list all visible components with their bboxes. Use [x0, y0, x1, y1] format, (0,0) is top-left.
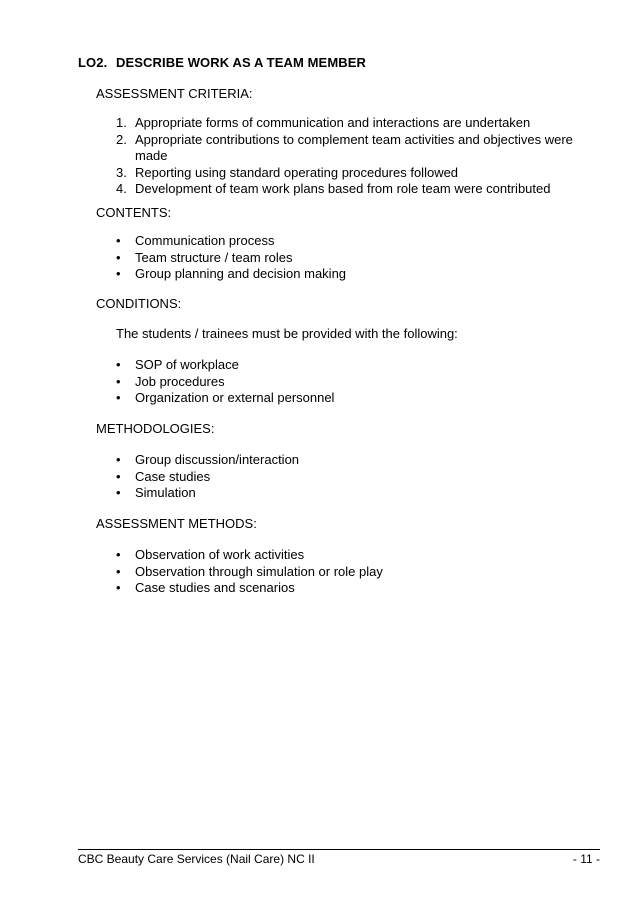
- footer-divider: [78, 849, 600, 850]
- list-item: [116, 374, 576, 391]
- bullet-icon: •: [116, 249, 121, 265]
- list-item: [116, 357, 576, 374]
- bullet-icon: •: [116, 266, 121, 282]
- list-item-text: Observation of work activities: [135, 547, 305, 562]
- list-item-text: Organization or external personnel: [135, 390, 335, 406]
- contents-heading: CONTENTS:: [96, 205, 172, 220]
- bullet-icon: •: [116, 357, 121, 372]
- list-item-text: SOP of workplace: [135, 357, 239, 372]
- list-item: [116, 233, 576, 250]
- list-item: [116, 452, 576, 469]
- list-item: [116, 580, 576, 597]
- list-item: [116, 485, 576, 502]
- criteria-number: 1.: [116, 115, 127, 130]
- bullet-icon: •: [116, 485, 121, 501]
- list-item-text: Group planning and decision making: [135, 266, 347, 282]
- bullet-icon: •: [116, 547, 121, 562]
- contents-list: [116, 233, 576, 283]
- list-item-text: Job procedures: [135, 373, 225, 389]
- criteria-item: [116, 165, 586, 182]
- methodologies-list: [116, 452, 576, 502]
- list-item: [116, 266, 576, 283]
- conditions-heading: CONDITIONS:: [96, 296, 182, 311]
- criteria-text: Development of team work plans based from role team were contributed: [135, 181, 551, 196]
- list-item-text: Communication process: [135, 233, 275, 248]
- bullet-icon: •: [116, 468, 121, 484]
- methodologies-heading: METHODOLOGIES:: [96, 421, 215, 436]
- lo-code: LO2.: [78, 55, 108, 70]
- bullet-icon: •: [116, 390, 121, 406]
- conditions-list: [116, 357, 576, 407]
- criteria-text: Appropriate contributions to complement team activities and objectives were made: [135, 131, 573, 163]
- footer-document-title: CBC Beauty Care Services (Nail Care) NC II: [78, 852, 315, 866]
- assessment-criteria-heading: ASSESSMENT CRITERIA:: [96, 86, 253, 101]
- bullet-icon: •: [116, 563, 121, 579]
- assessment-methods-list: [116, 547, 576, 597]
- list-item-text: Simulation: [135, 485, 196, 501]
- list-item: [116, 390, 576, 407]
- conditions-intro: The students / trainees must be provided with the following:: [116, 326, 458, 341]
- list-item: [116, 547, 576, 564]
- criteria-number: 2.: [116, 131, 127, 147]
- criteria-item: [116, 181, 586, 198]
- list-item-text: Group discussion/interaction: [135, 452, 300, 467]
- page-number: - 11 -: [572, 852, 600, 866]
- bullet-icon: •: [116, 373, 121, 389]
- criteria-text: Appropriate forms of communication and interactions are undertaken: [135, 115, 531, 130]
- list-item: [116, 469, 576, 486]
- lo-title-text: DESCRIBE WORK AS A TEAM MEMBER: [116, 55, 366, 70]
- list-item: [116, 564, 576, 581]
- criteria-item: [116, 115, 586, 132]
- list-item-text: Case studies: [135, 468, 211, 484]
- list-item: [116, 250, 576, 267]
- bullet-icon: •: [116, 580, 121, 596]
- bullet-icon: •: [116, 452, 121, 467]
- list-item-text: Team structure / team roles: [135, 249, 293, 265]
- criteria-item: [116, 132, 586, 165]
- criteria-number: 3.: [116, 164, 127, 180]
- list-item-text: Observation through simulation or role play: [135, 563, 383, 579]
- bullet-icon: •: [116, 233, 121, 248]
- assessment-methods-heading: ASSESSMENT METHODS:: [96, 516, 257, 531]
- criteria-text: Reporting using standard operating procedures followed: [135, 164, 459, 180]
- assessment-criteria-list: [116, 115, 586, 198]
- learning-outcome-title: [78, 55, 366, 70]
- list-item-text: Case studies and scenarios: [135, 580, 295, 596]
- criteria-number: 4.: [116, 181, 127, 196]
